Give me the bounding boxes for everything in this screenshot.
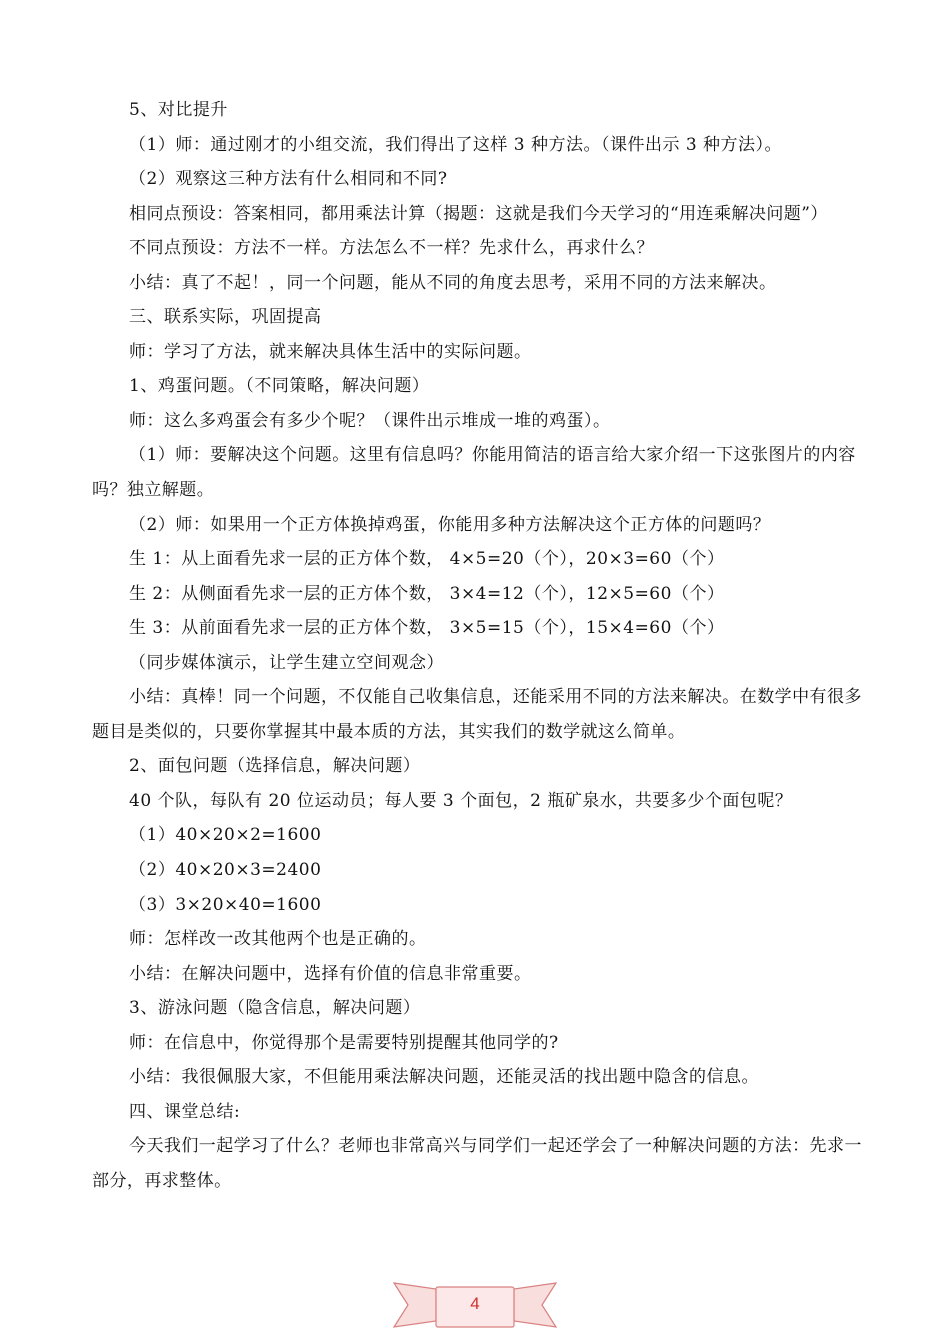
section-heading: 四、课堂总结: <box>129 1101 241 1122</box>
paragraph: （3）3×20×40=1600 <box>129 894 322 915</box>
paragraph: （1）师：要解决这个问题。这里有信息吗？你能用简洁的语言给大家介绍一下这张图片的内容吗？独立解题。 <box>92 445 856 501</box>
page-number-ribbon <box>392 1275 558 1335</box>
paragraph: 小结：我很佩服大家，不但能用乘法解决问题，还能灵活的找出题中隐含的信息。 <box>129 1067 759 1088</box>
page-number: 4 <box>470 1294 480 1313</box>
section-heading: 5、对比提升 <box>129 100 228 120</box>
paragraph: （1）40×20×2=1600 <box>129 825 322 846</box>
paragraph: （2）师：如果用一个正方体换掉鸡蛋，你能用多种方法解决这个正方体的问题吗？ <box>129 514 771 535</box>
section-heading: 三、联系实际，巩固提高 <box>129 307 322 328</box>
paragraph: 师：学习了方法，就来解决具体生活中的实际问题。 <box>129 341 532 362</box>
paragraph: 师：怎样改一改其他两个也是正确的。 <box>129 929 427 950</box>
section-heading: 1、鸡蛋问题。（不同策略，解决问题） <box>129 376 430 397</box>
section-heading: 2、面包问题（选择信息，解决问题） <box>129 756 421 777</box>
paragraph: （2）40×20×3=2400 <box>129 860 322 881</box>
paragraph: 40 个队，每队有 20 位运动员；每人要 3 个面包，2 瓶矿泉水，共要多少个面包呢？ <box>129 790 793 811</box>
paragraph: 小结：真棒！同一个问题，不仅能自己收集信息，还能采用不同的方法来解决。在数学中有很多题目是类似的，只要你掌握其中最本质的方法，其实我们的数学就这么简单。 <box>92 687 862 742</box>
paragraph: （2）观察这三种方法有什么相同和不同? <box>129 169 448 190</box>
paragraph: 生 1：从上面看先求一层的正方体个数， 4×5=20（个），20×3=60（个） <box>129 549 725 570</box>
paragraph: 今天我们一起学习了什么？老师也非常高兴与同学们一起还学会了一种解决问题的方法：先求一部分，再求整体。 <box>92 1136 862 1191</box>
paragraph: （同步媒体演示，让学生建立空间观念） <box>129 652 444 673</box>
paragraph: 生 2：从侧面看先求一层的正方体个数， 3×4=12（个），12×5=60（个） <box>129 583 725 604</box>
paragraph: 师：这么多鸡蛋会有多少个呢？（课件出示堆成一堆的鸡蛋）。 <box>129 410 611 431</box>
paragraph: 生 3：从前面看先求一层的正方体个数， 3×5=15（个），15×4=60（个） <box>129 618 725 639</box>
paragraph: 小结：真了不起！，同一个问题，能从不同的角度去思考，采用不同的方法来解决。 <box>129 272 777 293</box>
section-heading: 3、游泳问题（隐含信息，解决问题） <box>129 998 421 1019</box>
paragraph: 师：在信息中，你觉得那个是需要特别提醒其他同学的? <box>129 1032 559 1053</box>
paragraph: 小结：在解决问题中，选择有价值的信息非常重要。 <box>129 963 532 984</box>
document-body <box>92 93 864 1199</box>
paragraph: 相同点预设：答案相同，都用乘法计算（揭题：这就是我们今天学习的“用连乘解决问题”） <box>129 203 828 224</box>
paragraph: 不同点预设：方法不一样。方法怎么不一样？先求什么，再求什么？ <box>129 238 654 259</box>
paragraph: （1）师：通过刚才的小组交流，我们得出了这样 3 种方法。（课件出示 3 种方法）。 <box>129 134 783 155</box>
